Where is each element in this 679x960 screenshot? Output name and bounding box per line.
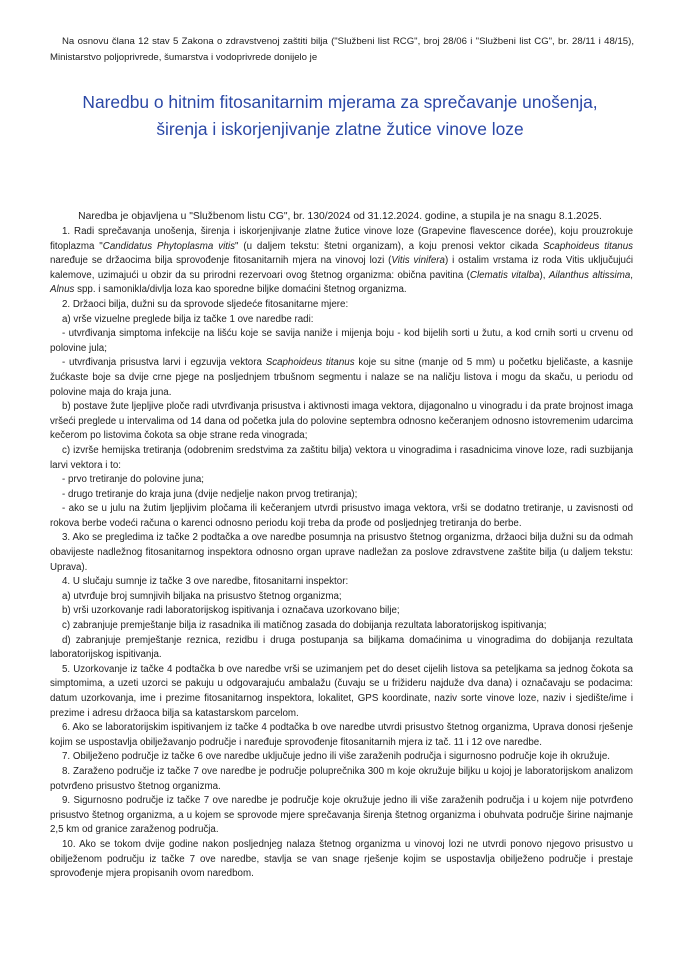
paragraph	[50, 400, 633, 444]
paragraph-text: ),	[539, 269, 549, 281]
title-line-1: Naredbu o hitnim fitosanitarnim mjerama za sprečavanje unošenja,	[82, 92, 598, 112]
paragraph-text: 2. Držaoci bilja, dužni su da sprovode sljedeće fitosanitarne mjere:	[62, 298, 349, 310]
document-title	[30, 89, 650, 143]
paragraph	[50, 590, 633, 605]
paragraph-text: c) izvrše hemijska tretiranja (odobrenim sredstvima za zaštitu bilja) vektora u vinogradima i rasadnicima vinove loze, radi suzbijanja larvi vektora i to:	[50, 444, 633, 471]
paragraph-text: 10. Ako se tokom dvije godine nakon posljednjeg nalaza štetnog organizma u vinovoj lozi ne utvrdi ponovo njegovo prisustvo u obilježenom području iz tačke 7 ove naredbe, stavlja se van snage rješenje kojim se uspostavlja obilježeno područje i prestaje sprovođenje mjera propisanih ovom naredbom.	[50, 838, 633, 880]
paragraph-text: d) zabranjuje premještanje reznica, rezidbu i druga postupanja sa biljkama domaćinima u vinogradima do dobijanja rezultata laboratorijskog ispitivanja.	[50, 634, 633, 661]
paragraph-text: 7. Obilježeno područje iz tačke 6 ove naredbe uključuje jedno ili više zaraženih područja i sigurnosno područje koje ih okružuje.	[62, 751, 610, 763]
paragraph-text: 6. Ako se laboratorijskim ispitivanjem iz tačke 4 podtačka b ove naredbe utvrdi prisustvo štetnog organizma, Uprava donosi rješenje kojim se uspostavlja obilježavanjo područje i naređuje sprovođenje fitosanitarnih mjera iz tač. 11 i 12 ove naredbe.	[50, 722, 633, 748]
paragraph-text: 8. Zaraženo područje iz tačke 7 ove naredbe je područje poluprečnika 300 m koje okružuje biljku u kojoj je laboratorijskom analizom potvrđeno prisustvo štetnog organizma.	[50, 765, 633, 792]
paragraph-text: - drugo tretiranje do kraja juna (dvije nedjelje nakon prvog tretiranja);	[62, 488, 358, 500]
paragraph	[50, 313, 633, 328]
paragraph	[50, 473, 633, 488]
paragraph	[50, 721, 633, 750]
publication-note: Naredba je objavljena u "Službenom listu CG", br. 130/2024 od 31.12.2024. godine, a stupila je na snagu 8.1.2025.	[78, 211, 602, 222]
paragraph	[50, 750, 633, 765]
paragraph-text: koje su sitne (manje od 5 mm) u početku bjeličaste, a kasnije žućkaste boje sa dvije crne pjege na posljednjem trbušnom segmentu i nalaze se na naličju listova i mogu da skaču, u periodu od polovine maja do kraja juna.	[50, 357, 634, 398]
title-line-2: širenja i iskorjenjivanje zlatne žutice vinove loze	[156, 119, 524, 139]
paragraph	[50, 444, 633, 473]
paragraph-text: - prvo tretiranje do polovine juna;	[62, 474, 204, 486]
italic-term: Scaphoideus titanus	[543, 240, 633, 252]
italic-term: Alnus	[50, 284, 75, 296]
paragraph-text: spp. i samonikla/divlja loza kao sporedne biljke domaćini štetnog organizma.	[74, 284, 407, 296]
paragraph-text: 5. Uzorkovanje iz tačke 4 podtačka b ove naredbe vrši se uzimanjem pet do deset cijelih listova sa peteljkama sa jednog čokota sa simptomima, a uzeti uzorci se pakuju u odgovarajuću ambalažu (čuvaju se u frižideru najduže dva dana) i označavaju se podacima: datum uzorkovanja, ime i prezime fitosanitarnog inspektora, lokalitet, GPS koordinate, naziv sorte vinove loze, naziv i sjedište/ime i prezime i adresu držaoca bilja sa katastarskom parcelom.	[50, 663, 633, 719]
paragraph	[50, 765, 633, 794]
paragraph-text: c) zabranjuje premještanje bilja iz rasadnika ili matičnog zasada do dobijanja rezultata laboratorijskog ispitivanja;	[62, 620, 547, 632]
paragraph	[50, 488, 633, 503]
italic-term: Clematis vitalba	[469, 269, 540, 281]
paragraph	[50, 794, 633, 838]
paragraph	[50, 663, 633, 721]
paragraph	[50, 298, 633, 313]
paragraph	[50, 327, 633, 356]
paragraph-text: 3. Ako se pregledima iz tačke 2 podtačka a ove naredbe posumnja na prisustvo štetnog organizma, držaoci bilja dužni su da odmah obavijeste nadležnog fitosanitarnog inspektora odnosno organ uprave nadležan za poslove zdravstvene zaštite bilja (u daljem tekstu: Uprava).	[50, 532, 633, 573]
paragraph	[50, 502, 633, 531]
italic-term: Candidatus Phytoplasma vitis	[102, 240, 236, 252]
paragraph-text: 4. U slučaju sumnje iz tačke 3 ove naredbe, fitosanitarni inspektor:	[62, 576, 349, 588]
paragraph-text: a) vrše vizuelne preglede bilja iz tačke 1 ove naredbe radi:	[62, 313, 314, 325]
legal-basis-intro: Na osnovu člana 12 stav 5 Zakona o zdravstvenoj zaštiti bilja ("Službeni list RCG", broj 28/06 i "Službeni list CG", br. 28/11 i 48/15), Ministarstvo poljoprivrede, šumarstva i vodoprivrede donijelo je	[50, 36, 634, 63]
paragraph-text: - utvrđivanja simptoma infekcije na lišću koje se savija naniže i mijenja boju - kod bijelih sorti u žutu, a kod crnih sorti u crvenu od polovine jula;	[50, 328, 633, 354]
paragraph-text: a) utvrđuje broj sumnjivih biljaka na prisustvo štetnog organizma;	[62, 590, 342, 602]
paragraph-text: 9. Sigurnosno područje iz tačke 7 ove naredbe je područje koje okružuje jedno ili više zaraženih područja i u kojem nije potvrđeno prisustvo štetnog organizma, a u kojem se sprovode mjere sprečavanja širenja štetnog organizma i obuhvata područje širine najmanje 2,5 km od granice zaraženog područja.	[50, 795, 633, 836]
italic-term: Vitis vinifera	[391, 255, 445, 267]
paragraph	[50, 634, 633, 663]
paragraph-text: b) postave žute ljepljive ploče radi utvrđivanja prisustva i aktivnosti imaga vektora, dijagonalno u vinogradu i da prate brojnost imaga vršeći preglede u intervalima od 14 dana od početka jula do polovine septembra odnosno kečeranjem odnosno istovremenim udarcima kečerom po listovima čokota sa obje strane reda vinograda;	[50, 401, 633, 442]
paragraph	[50, 531, 633, 575]
paragraph-text: " (u daljem tekstu: štetni organizam), a koju prenosi vektor cikada	[235, 240, 544, 252]
italic-term: Scaphoideus titanus	[265, 357, 355, 369]
paragraph	[50, 575, 633, 590]
paragraph	[50, 838, 633, 882]
paragraph-text: 1. Radi sprečavanja unošenja, širenja i iskorjenjivanje zlatne žutice vinove loze (Grapevine flavescence dorée), koju prouzrokuje fitoplazma "	[50, 226, 633, 252]
paragraph-text: ) i ostalim vrstama iz roda Vitis uključujući kalemove, uzimajući u obzir da su prirodni rezervoari ovog štetnog organizma: obična pavitina (	[50, 255, 633, 281]
paragraph-text: - ako se u julu na žutim ljepljivim pločama ili kečeranjem utvrdi prisustvo imaga vektora, vrši se dodatno tretiranje, u zavisnosti od rokova berbe vodeći računa o karenci odnosno periodu koji treba da prođe od posljednjeg tretiranja do berbe.	[50, 503, 633, 529]
document-body	[50, 225, 633, 882]
paragraph	[50, 619, 633, 634]
paragraph-text: b) vrši uzorkovanje radi laboratorijskog ispitivanja i označava uzorkovano bilje;	[62, 605, 400, 617]
paragraph	[50, 604, 633, 619]
paragraph-text: ,	[630, 269, 633, 281]
paragraph	[50, 225, 633, 298]
paragraph-text: - utvrđivanja prisustva larvi i egzuvija vektora	[62, 357, 266, 369]
paragraph	[50, 356, 633, 400]
italic-term: Ailanthus altissima	[548, 269, 631, 281]
paragraph-text: naređuje se držaocima bilja sprovođenje fitosanitarnih mjera na vinovoj lozi (	[50, 255, 392, 267]
